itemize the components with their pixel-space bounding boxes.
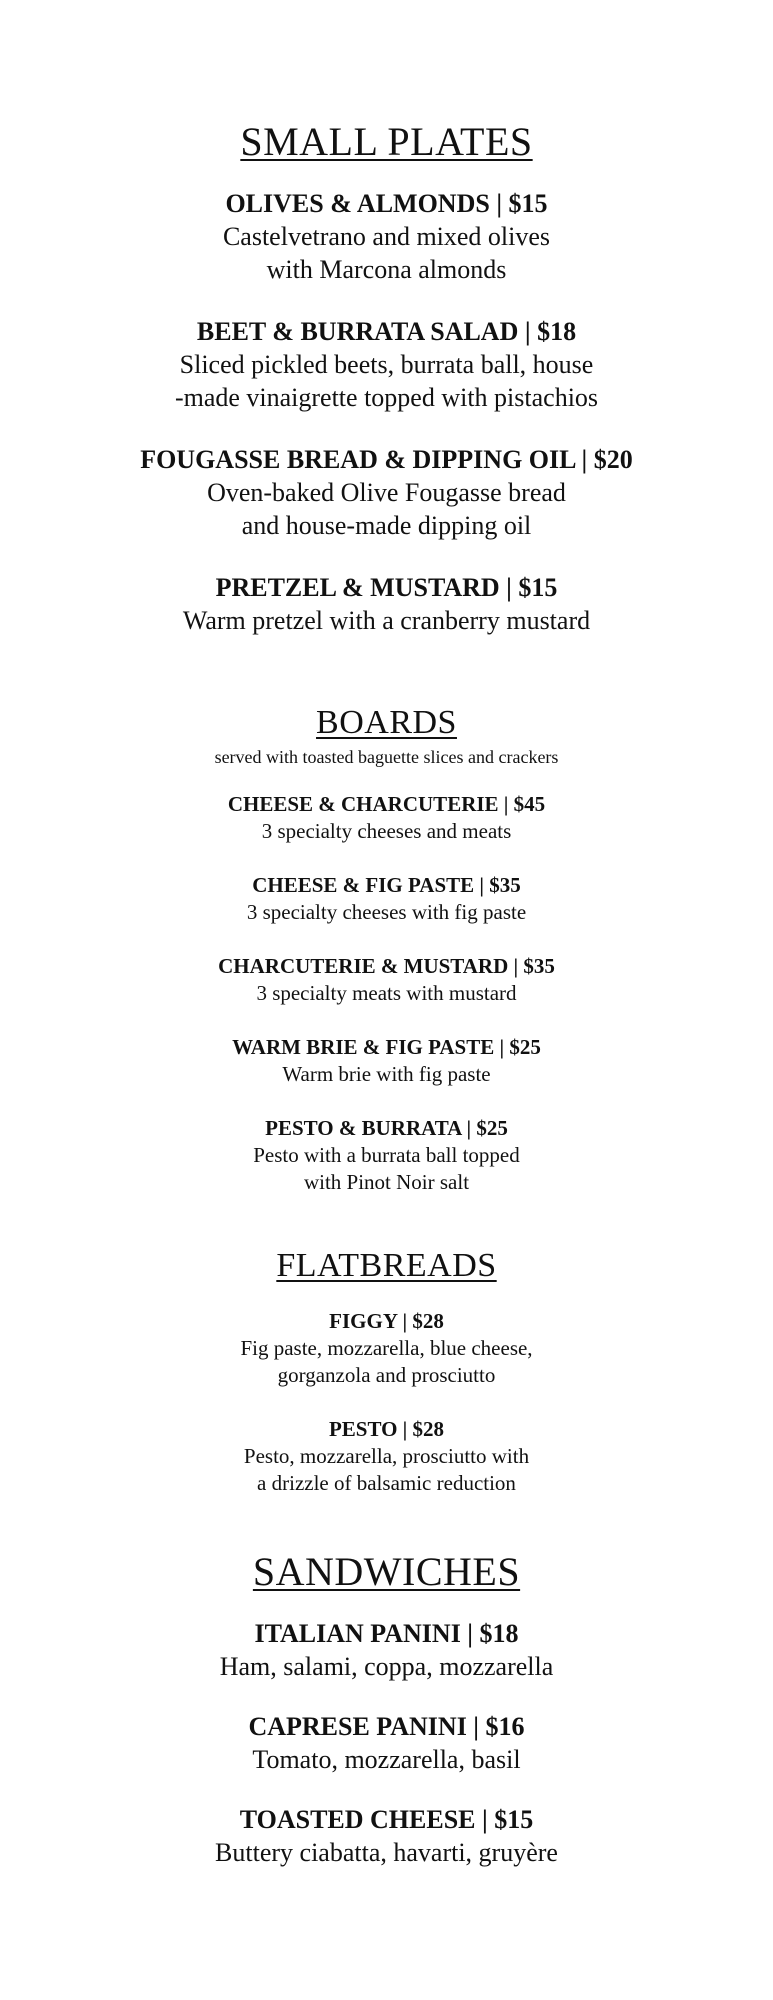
menu-item [0, 790, 773, 845]
item-title: FIGGY | $28 [329, 1309, 444, 1333]
item-description: Warm pretzel with a cranberry mustard [182, 606, 591, 635]
item-list [0, 1307, 773, 1497]
item-description: 3 specialty cheeses with fig paste [246, 900, 527, 924]
menu-item [0, 1415, 773, 1497]
item-title: CAPRESE PANINI | $16 [248, 1712, 525, 1741]
item-description: Buttery ciabatta, havarti, gruyère [215, 1838, 558, 1867]
item-description: Castelvetrano and mixed olives with Marcona almonds [222, 222, 551, 284]
item-title: BEET & BURRATA SALAD | $18 [196, 317, 577, 346]
item-title: CHEESE & CHARCUTERIE | $45 [227, 792, 546, 816]
section-sandwiches [0, 1548, 773, 1897]
item-title: ITALIAN PANINI | $18 [254, 1619, 519, 1648]
section-title: SMALL PLATES [240, 119, 533, 164]
item-title: PRETZEL & MUSTARD | $15 [215, 573, 558, 602]
item-list [0, 1618, 773, 1869]
item-title: WARM BRIE & FIG PASTE | $25 [232, 1035, 541, 1059]
item-description: 3 specialty cheeses and meats [261, 819, 512, 843]
menu-item [0, 952, 773, 1007]
item-title: FOUGASSE BREAD & DIPPING OIL | $20 [140, 445, 633, 474]
item-description: Pesto, mozzarella, prosciutto with a drizzle of balsamic reduction [243, 1444, 530, 1495]
item-description: Warm brie with fig paste [282, 1062, 491, 1086]
menu-item [0, 444, 773, 542]
item-title: OLIVES & ALMONDS | $15 [225, 189, 548, 218]
item-description: 3 specialty meats with mustard [256, 981, 517, 1005]
item-description: Oven-baked Olive Fougasse bread and house-made dipping oil [207, 478, 566, 540]
section-title: FLATBREADS [276, 1247, 497, 1284]
item-description: Fig paste, mozzarella, blue cheese, gorganzola and prosciutto [240, 1336, 533, 1387]
menu-item [0, 1711, 773, 1776]
menu-item [0, 572, 773, 637]
menu-item [0, 1804, 773, 1869]
section-title: SANDWICHES [252, 1549, 521, 1594]
item-title: TOASTED CHEESE | $15 [239, 1805, 534, 1834]
menu-item [0, 316, 773, 414]
item-title: CHARCUTERIE & MUSTARD | $35 [218, 954, 555, 978]
section-flatbreads [0, 1245, 773, 1523]
item-list [0, 790, 773, 1196]
section-subtitle: served with toasted baguette slices and crackers [214, 747, 559, 767]
item-title: CHEESE & FIG PASTE | $35 [252, 873, 521, 897]
menu-item [0, 188, 773, 286]
menu-item [0, 1307, 773, 1389]
item-description: Pesto with a burrata ball topped with Pinot Noir salt [253, 1143, 520, 1194]
section-title: BOARDS [316, 704, 457, 741]
menu-item [0, 871, 773, 926]
menu-item [0, 1114, 773, 1196]
item-list [0, 188, 773, 637]
item-description: Ham, salami, coppa, mozzarella [219, 1652, 554, 1681]
item-description: Tomato, mozzarella, basil [252, 1745, 521, 1774]
item-title: PESTO | $28 [328, 1417, 445, 1441]
item-title: PESTO & BURRATA | $25 [265, 1116, 508, 1140]
menu-item [0, 1033, 773, 1088]
section-small-plates [0, 118, 773, 667]
menu-item [0, 1618, 773, 1683]
item-description: Sliced pickled beets, burrata ball, house -made vinaigrette topped with pistachios [174, 350, 599, 412]
section-boards [0, 702, 773, 1222]
